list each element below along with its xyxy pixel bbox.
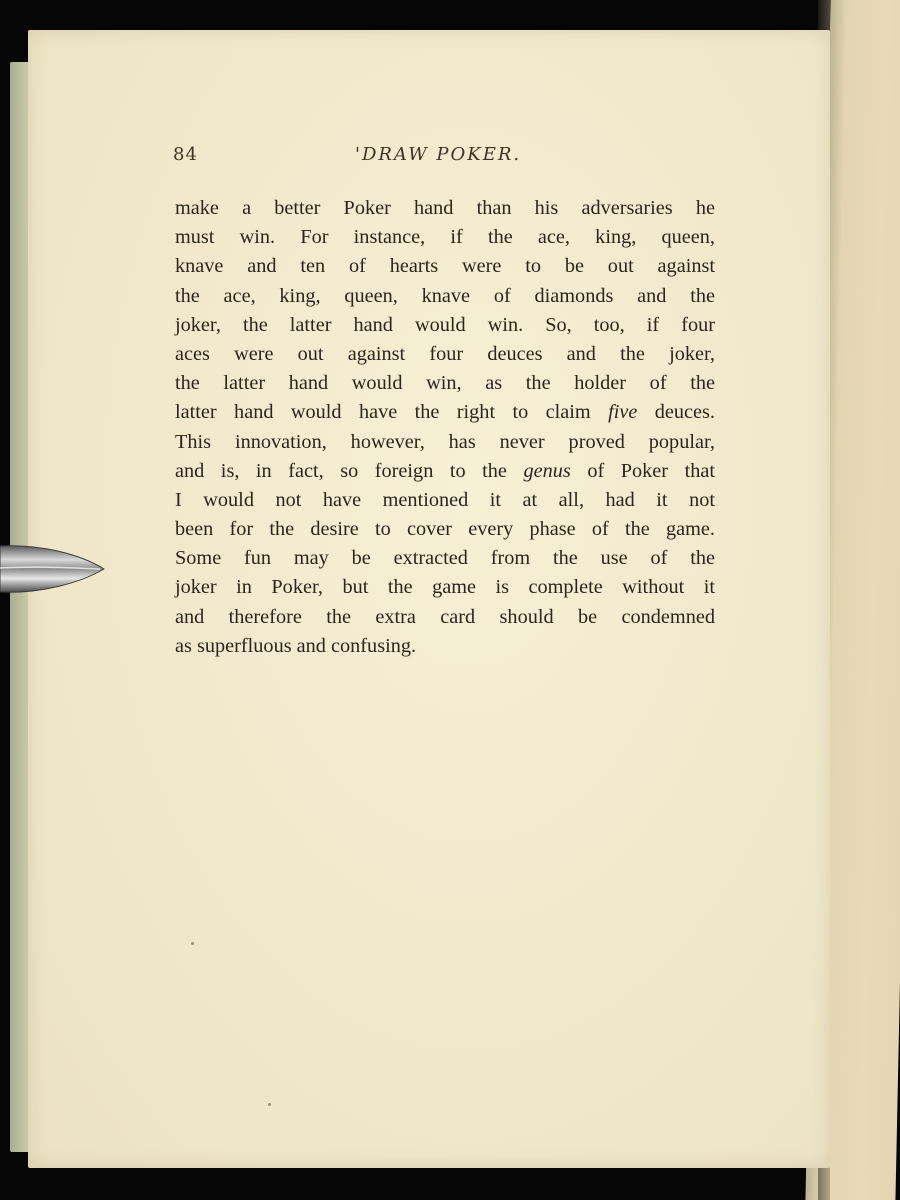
text-line: as superfluous and confusing. (175, 634, 417, 657)
text-fragment: deuces. (637, 401, 715, 424)
text-line: aces were out against four deuces and the joker, (175, 342, 715, 365)
running-head (173, 138, 558, 168)
metal-bookmark (0, 528, 110, 608)
text-line: joker in Poker, but the game is complete without it (175, 576, 715, 599)
paper-speck (268, 1103, 271, 1106)
text-line: joker, the latter hand would win. So, too, if four (175, 313, 715, 336)
book-page (28, 30, 830, 1168)
text-line: and therefore the extra card should be condemned (175, 605, 715, 628)
running-head-title: 'DRAW POKER. (355, 144, 522, 165)
page-number: 84 (173, 144, 198, 165)
text-line: make a better Poker hand than his adversaries he (175, 197, 715, 219)
text-line-with-emphasis (175, 398, 715, 427)
text-fragment: latter hand would have the right to claim (175, 401, 609, 424)
text-line: Some fun may be extracted from the use of the (175, 547, 715, 570)
paper-speck (191, 942, 194, 945)
text-line: knave and ten of hearts were to be out against (175, 255, 715, 278)
text-line: must win. For instance, if the ace, king, queen, (175, 226, 715, 249)
text-line-with-emphasis (175, 457, 715, 486)
text-fragment: and is, in fact, so foreign to the (175, 459, 524, 482)
text-line: the ace, king, queen, knave of diamonds and the (175, 284, 715, 307)
text-fragment: of Poker that (570, 459, 715, 482)
text-line: been for the desire to cover every phase of the game. (175, 518, 715, 541)
text-line: the latter hand would win, as the holder of the (175, 372, 715, 395)
emphasis-five: five (608, 401, 638, 424)
body-text (175, 194, 715, 661)
text-line: This innovation, however, has never proved popular, (175, 430, 715, 453)
emphasis-genus: genus (523, 459, 571, 482)
text-line: I would not have mentioned it at all, had it not (175, 488, 715, 511)
